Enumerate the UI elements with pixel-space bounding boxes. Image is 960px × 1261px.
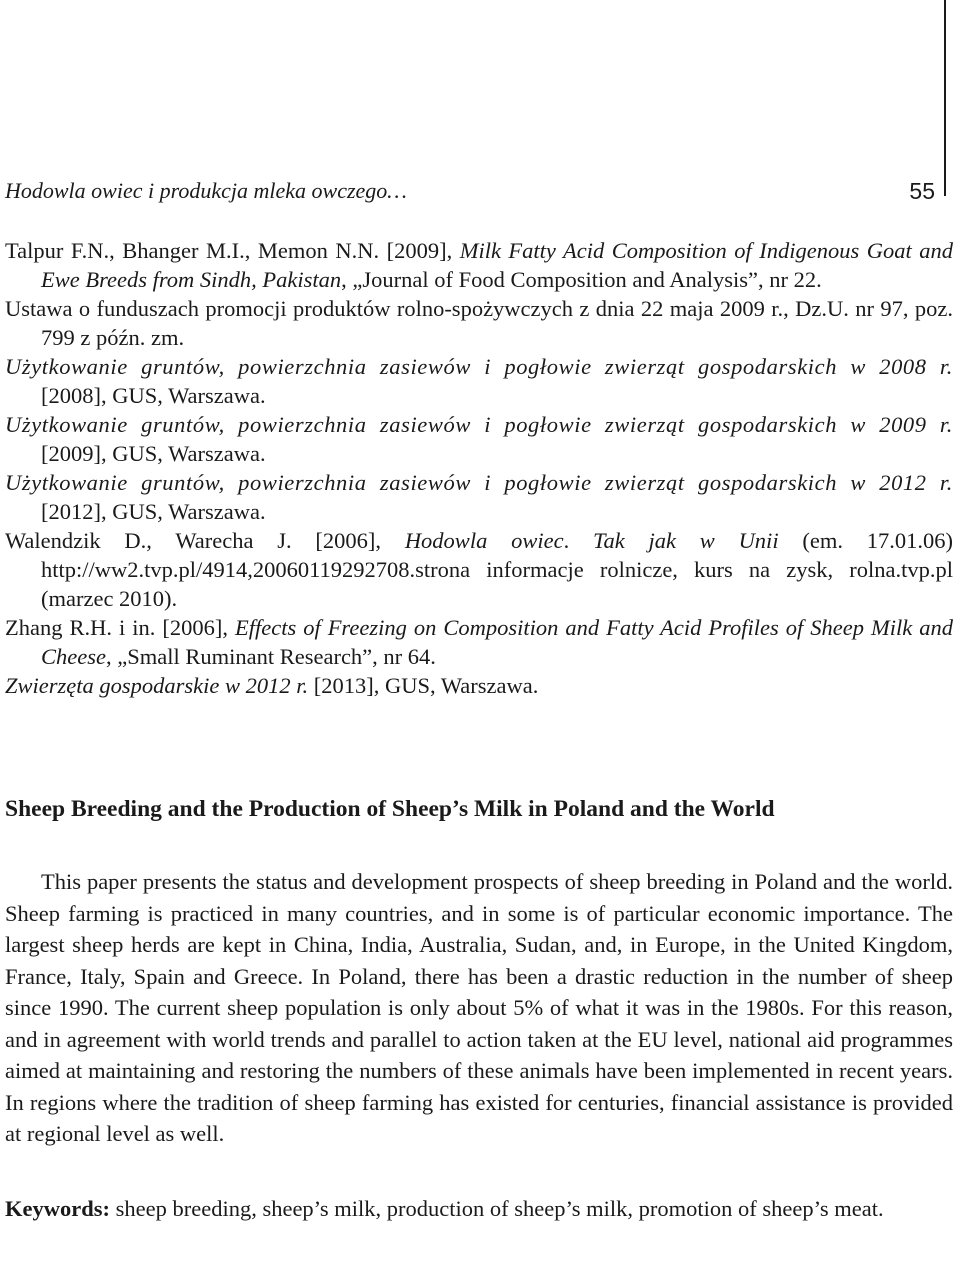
reference-text: , „Small Ruminant Research”, nr 64.	[105, 644, 436, 669]
keywords-label: Keywords:	[5, 1196, 110, 1221]
reference-title: Effects of Freezing on Composition and Fatty Acid Profiles of Sheep Milk and Cheese	[41, 615, 953, 669]
page-edge-rule	[944, 0, 946, 196]
reference-text: Zhang R.H. i in. [2006],	[5, 615, 235, 640]
keywords-text: sheep breeding, sheep’s milk, production of sheep’s milk, promotion of sheep’s meat.	[110, 1196, 884, 1221]
reference-entry	[5, 526, 953, 613]
reference-text: [2013], GUS, Warszawa.	[308, 673, 539, 698]
reference-text: Walendzik D., Warecha J. [2006],	[5, 528, 405, 553]
reference-text: Talpur F.N., Bhanger M.I., Memon N.N. [2009],	[5, 238, 460, 263]
reference-entry	[5, 236, 953, 294]
abstract-heading: Sheep Breeding and the Production of Sheep’s Milk in Poland and the World	[5, 796, 775, 822]
abstract-body: This paper presents the status and development prospects of sheep breeding in Poland and the world. Sheep farming is practiced in many countries, and in some is of particular economic importance. The largest sheep herds are kept in China, India, Australia, Sudan, and, in Europe, in the United Kingdom, France, Italy, Spain and Greece. In Poland, there has been a drastic reduction in the number of sheep since 1990. The current sheep population is only about 5% of what it was in the 1980s. For this reason, and in agreement with world trends and parallel to action taken at the EU level, national aid programmes aimed at maintaining and restoring the numbers of these animals have been implemented in recent years. In regions where the tradition of sheep farming has existed for centuries, financial assistance is provided at regional level as well.	[5, 869, 953, 1146]
reference-title: Hodowla owiec	[404, 528, 564, 553]
reference-text: [2012], GUS, Warszawa.	[41, 499, 266, 524]
reference-title: Zwierzęta gospodarskie w 2012 r.	[5, 673, 309, 698]
reference-text: Ustawa o funduszach promocji produktów rolno-spożywczych z dnia 22 maja 2009 r., Dz.U. nr 97, poz. 799 z późn. zm.	[5, 296, 953, 350]
reference-entry	[5, 671, 953, 700]
reference-text: , „Journal of Food Composition and Analysis”, nr 22.	[341, 267, 822, 292]
reference-text: (em. 17.01.06) http://ww2.tvp.pl/4914,20060119292708.strona informacje rolnicze, kurs na zysk, rolna.tvp.pl (marzec 2010).	[41, 528, 954, 611]
reference-entry	[5, 410, 953, 468]
reference-list	[5, 236, 953, 700]
running-head	[5, 174, 935, 208]
running-head-title: Hodowla owiec i produkcja mleka owczego…	[5, 178, 407, 203]
reference-entry	[5, 294, 953, 352]
page-number: 55	[909, 178, 935, 204]
reference-title: Użytkowanie gruntów, powierzchnia zasiewów i pogłowie zwierząt gospodarskich w 2008 r.	[5, 354, 953, 379]
reference-text: [2008], GUS, Warszawa.	[41, 383, 266, 408]
reference-entry	[5, 468, 953, 526]
keywords-line	[5, 1193, 953, 1225]
reference-entry	[5, 352, 953, 410]
reference-title: Użytkowanie gruntów, powierzchnia zasiewów i pogłowie zwierząt gospodarskich w 2012 r.	[5, 470, 953, 495]
reference-entry	[5, 613, 953, 671]
reference-text: .	[563, 528, 594, 553]
reference-title: Tak jak w Unii	[593, 528, 779, 553]
reference-title: Użytkowanie gruntów, powierzchnia zasiewów i pogłowie zwierząt gospodarskich w 2009 r.	[5, 412, 953, 437]
reference-title: Milk Fatty Acid Composition of Indigenous Goat and Ewe Breeds from Sindh, Pakistan	[41, 238, 954, 292]
reference-text: [2009], GUS, Warszawa.	[41, 441, 266, 466]
